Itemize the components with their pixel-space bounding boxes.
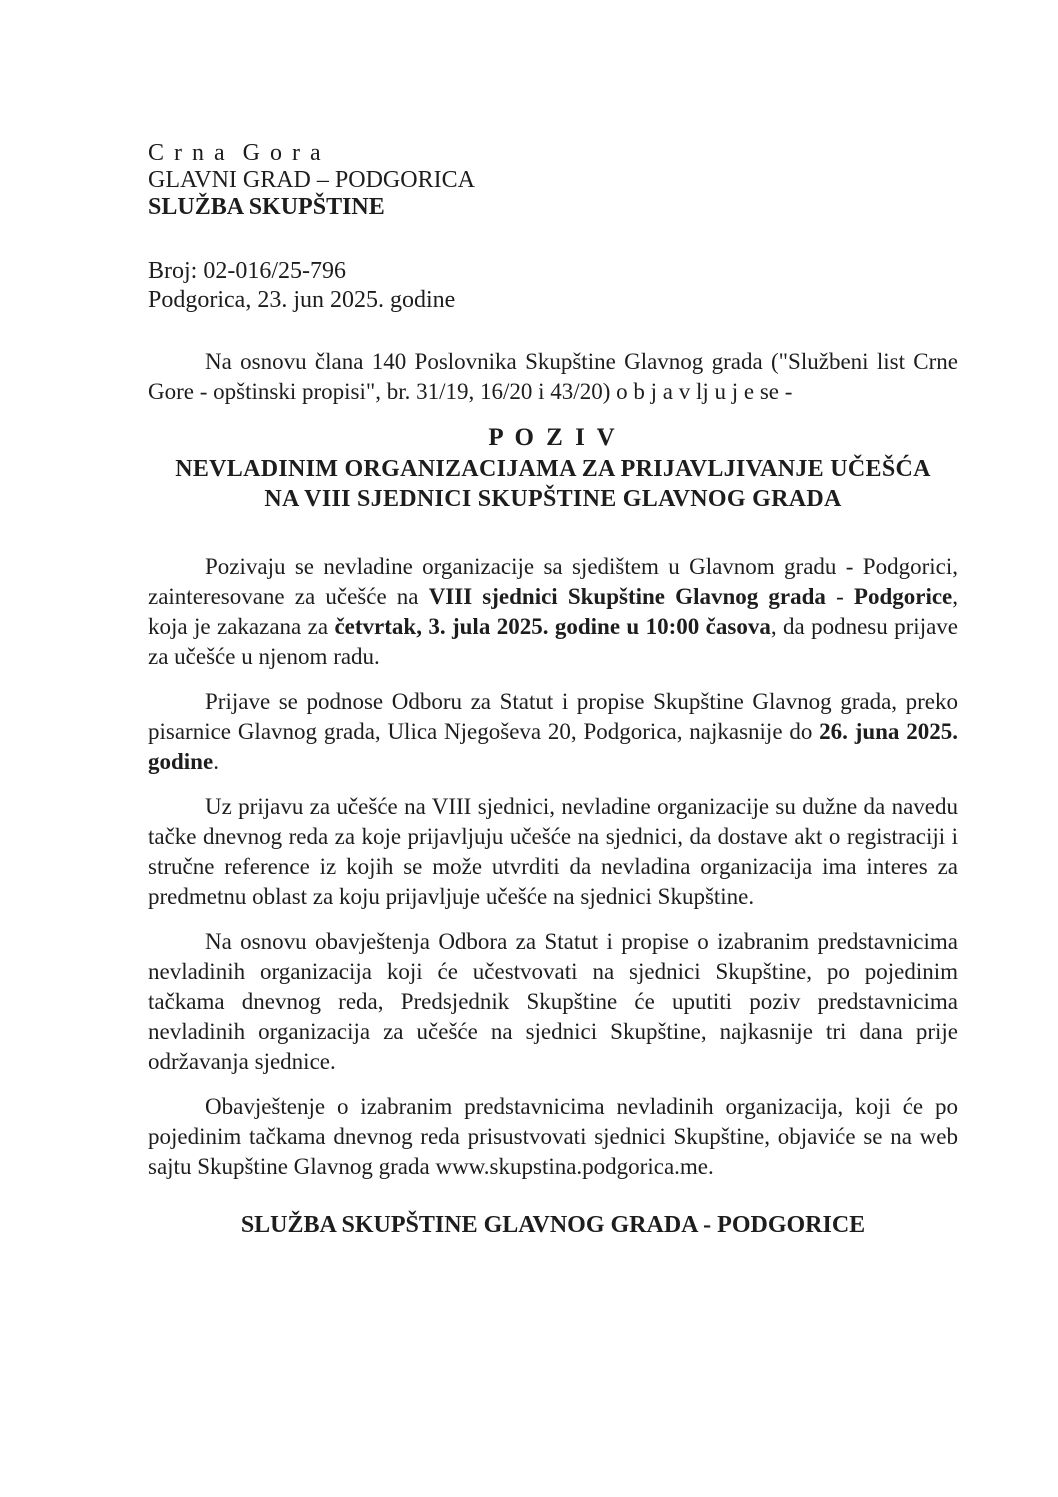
- call-title-word: P O Z I V: [488, 424, 618, 451]
- body-text: -: [825, 584, 854, 609]
- emphasized-text: četvrtak, 3. jula 2025. godine u 10:00 časova: [334, 614, 771, 639]
- letterhead-city: GLAVNI GRAD – PODGORICA: [148, 167, 475, 193]
- reference-block: [148, 257, 958, 315]
- document-content: [148, 140, 958, 1239]
- body-text: Obavještenje o izabranim predstavnicima nevladinih organizacija, koji će po pojedinim tačkama dnevnog reda prisustvovati sjednici Skupštine, objaviće se na web sajtu Skupštine Glavnog grada www.skupstina.podgorica.me.: [148, 1094, 958, 1179]
- emphasized-text: Podgorice: [853, 584, 953, 609]
- body-paragraph: [148, 687, 958, 777]
- body-text: , koja je zakazana za: [148, 584, 958, 639]
- letterhead-country: C r n a G o r a: [148, 140, 323, 166]
- call-title-line2: NEVLADINIM ORGANIZACIJAMA ZA PRIJAVLJIVANJE UČEŠĆA: [175, 456, 931, 482]
- signature-line: SLUŽBA SKUPŠTINE GLAVNOG GRADA - PODGORICE: [240, 1212, 866, 1238]
- body-paragraph: [148, 927, 958, 1077]
- body-text: Na osnovu obavještenja Odbora za Statut i propise o izabranim predstavnicima nevladinih organizacija koji će učestvovati na sjednici Skupštine, po pojedinim tačkama dnevnog reda, Predsjednik Skupštine će uputiti poziv predstavnicima nevladinih organizacija za učešće na sjednici Skupštine, najkasnije tri dana prije održavanja sjednice.: [148, 929, 958, 1074]
- body-text: Uz prijavu za učešće na VIII sjednici, nevladine organizacije su dužne da navedu tačke dnevnog reda za koje prijavljuju učešće na sjednici, da dostave akt o registraciji i stručne reference iz kojih se može utvrditi da nevladina organizacija ima interes za predmetnu oblast za koju prijavljuje učešće na sjednici Skupštine.: [148, 794, 958, 909]
- body-paragraph: [148, 552, 958, 672]
- body-paragraph: [148, 792, 958, 912]
- call-title: [148, 423, 958, 514]
- body-paragraph: [148, 1092, 958, 1182]
- body-text: , da podnesu prijave za učešće u njenom radu.: [148, 614, 958, 669]
- legal-basis-paragraph: Na osnovu člana 140 Poslovnika Skupštine Glavnog grada ("Službeni list Crne Gore - opštinski propisi", br. 31/19, 16/20 i 43/20) o b j a v lj u j e se -: [148, 349, 958, 404]
- emphasized-text: VIII sjednici Skupštine Glavnog grada: [428, 584, 826, 609]
- reference-number: Broj: 02-016/25-796: [148, 258, 346, 284]
- document-body: [148, 552, 958, 1182]
- letterhead: [148, 140, 958, 221]
- place-date-line: Podgorica, 23. jun 2025. godine: [148, 287, 456, 313]
- letterhead-office: SLUŽBA SKUPŠTINE: [148, 194, 385, 220]
- call-title-line3: NA VIII SJEDNICI SKUPŠTINE GLAVNOG GRADA: [264, 486, 842, 512]
- body-text: .: [213, 749, 219, 774]
- emphasized-text: 26. juna 2025. godine: [148, 719, 958, 774]
- body-text: Pozivaju se nevladine organizacije sa sjedištem u Glavnom gradu - Podgorici, zainteresovane za učešće na: [148, 554, 958, 609]
- body-text: Prijave se podnose Odboru za Statut i propise Skupštine Glavnog grada, preko pisarnice Glavnog grada, Ulica Njegoševa 20, Podgorica, najkasnije do: [148, 689, 958, 744]
